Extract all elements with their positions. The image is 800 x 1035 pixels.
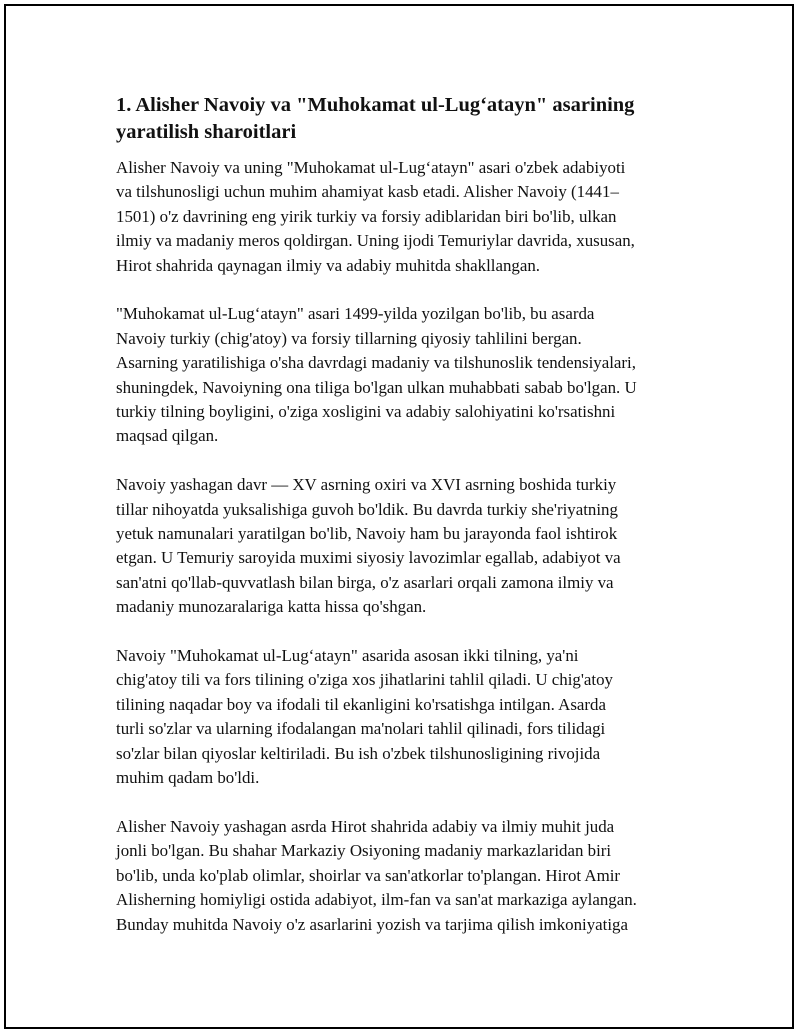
text-line: Alisher Navoiy va uning "Muhokamat ul-Lug‘atayn" asari o'zbek adabiyoti bbox=[116, 158, 626, 177]
text-line: tillar nihoyatda yuksalishiga guvoh bo'ldik. Bu davrda turkiy she'riyatning bbox=[116, 499, 618, 519]
text-line: tilining naqadar boy va ifodali til ekanligini ko'rsatishga intilgan. Asarda bbox=[116, 694, 606, 714]
heading-line: 1. Alisher Navoiy va "Muhokamat ul-Lug‘atayn" asarining bbox=[116, 94, 635, 116]
text-line: Bunday muhitda Navoiy o'z asarlarini yozish va tarjima qilish imkoniyatiga bbox=[116, 914, 628, 934]
text-line: yetuk namunalari yaratilgan bo'lib, Navoiy ham bu jarayonda faol ishtirok bbox=[116, 524, 618, 544]
text-line: madaniy munozaralariga katta hissa qo'shgan. bbox=[116, 597, 427, 617]
text-line: muhim qadam bo'ldi. bbox=[116, 768, 260, 788]
text-line: Asarning yaratilishiga o'sha davrdagi madaniy va tilshunoslik tendensiyalari, bbox=[116, 353, 636, 373]
text-line: turkiy tilning boyligini, o'ziga xosligini va adabiy salohiyatini ko'rsatishni bbox=[116, 402, 616, 422]
text-line: "Muhokamat ul-Lug‘atayn" asari 1499-yilda yozilgan bo'lib, bu asarda bbox=[116, 304, 595, 324]
text-line: Alisher Navoiy yashagan asrda Hirot shahrida adabiy va ilmiy muhit juda bbox=[116, 816, 615, 836]
text-line: san'atni qo'llab-quvvatlash bilan birga, o'z asarlari orqali zamona ilmiy va bbox=[116, 572, 614, 592]
heading-line: yaratilish sharoitlari bbox=[116, 121, 297, 143]
text-line: Navoiy turkiy (chig'atoy) va forsiy tillarning qiyosiy tahlilini bergan. bbox=[116, 328, 582, 348]
paragraph-5 bbox=[116, 815, 691, 937]
text-line: shuningdek, Navoiyning ona tiliga bo'lgan ulkan muhabbati sabab bo'lgan. U bbox=[116, 377, 637, 397]
document-body bbox=[116, 92, 691, 961]
text-line: Navoiy "Muhokamat ul-Lug‘atayn" asarida asosan ikki tilning, ya'ni bbox=[116, 646, 579, 666]
paragraph-4 bbox=[116, 644, 691, 790]
text-line: ilmiy va madaniy meros qoldirgan. Uning ijodi Temuriylar davrida, xususan, bbox=[116, 231, 635, 251]
paragraph-1 bbox=[116, 156, 691, 278]
text-line: Navoiy yashagan davr — XV asrning oxiri va XVI asrning boshida turkiy bbox=[116, 475, 617, 495]
text-line: so'zlar bilan qiyoslar keltiriladi. Bu ish o'zbek tilshunosligining rivojida bbox=[116, 743, 601, 763]
text-line: jonli bo'lgan. Bu shahar Markaziy Osiyoning madaniy markazlaridan biri bbox=[116, 841, 612, 861]
text-line: bo'lib, unda ko'plab olimlar, shoirlar va san'atkorlar to'plangan. Hirot Amir bbox=[116, 865, 621, 885]
text-line: 1501) o'z davrining eng yirik turkiy va forsiy adiblaridan biri bo'lib, ulkan bbox=[116, 206, 617, 226]
text-line: Alisherning homiyligi ostida adabiyot, ilm-fan va san'at markaziga aylangan. bbox=[116, 890, 637, 910]
text-line: Hirot shahrida qaynagan ilmiy va adabiy muhitda shakllangan. bbox=[116, 255, 541, 275]
text-line: turli so'zlar va ularning ifodalangan ma'nolari tahlil qilinadi, fors tilidagi bbox=[116, 719, 606, 739]
paragraph-2 bbox=[116, 302, 691, 448]
text-line: etgan. U Temuriy saroyida muximi siyosiy lavozimlar egallab, adabiyot va bbox=[116, 548, 621, 568]
text-line: maqsad qilgan. bbox=[116, 426, 219, 446]
section-heading bbox=[116, 92, 691, 146]
paragraph-3 bbox=[116, 473, 691, 619]
text-line: chig'atoy tili va fors tilining o'ziga xos jihatlarini tahlil qiladi. U chig'atoy bbox=[116, 670, 613, 690]
text-line: va tilshunosligi uchun muhim ahamiyat kasb etadi. Alisher Navoiy (1441– bbox=[116, 182, 619, 202]
